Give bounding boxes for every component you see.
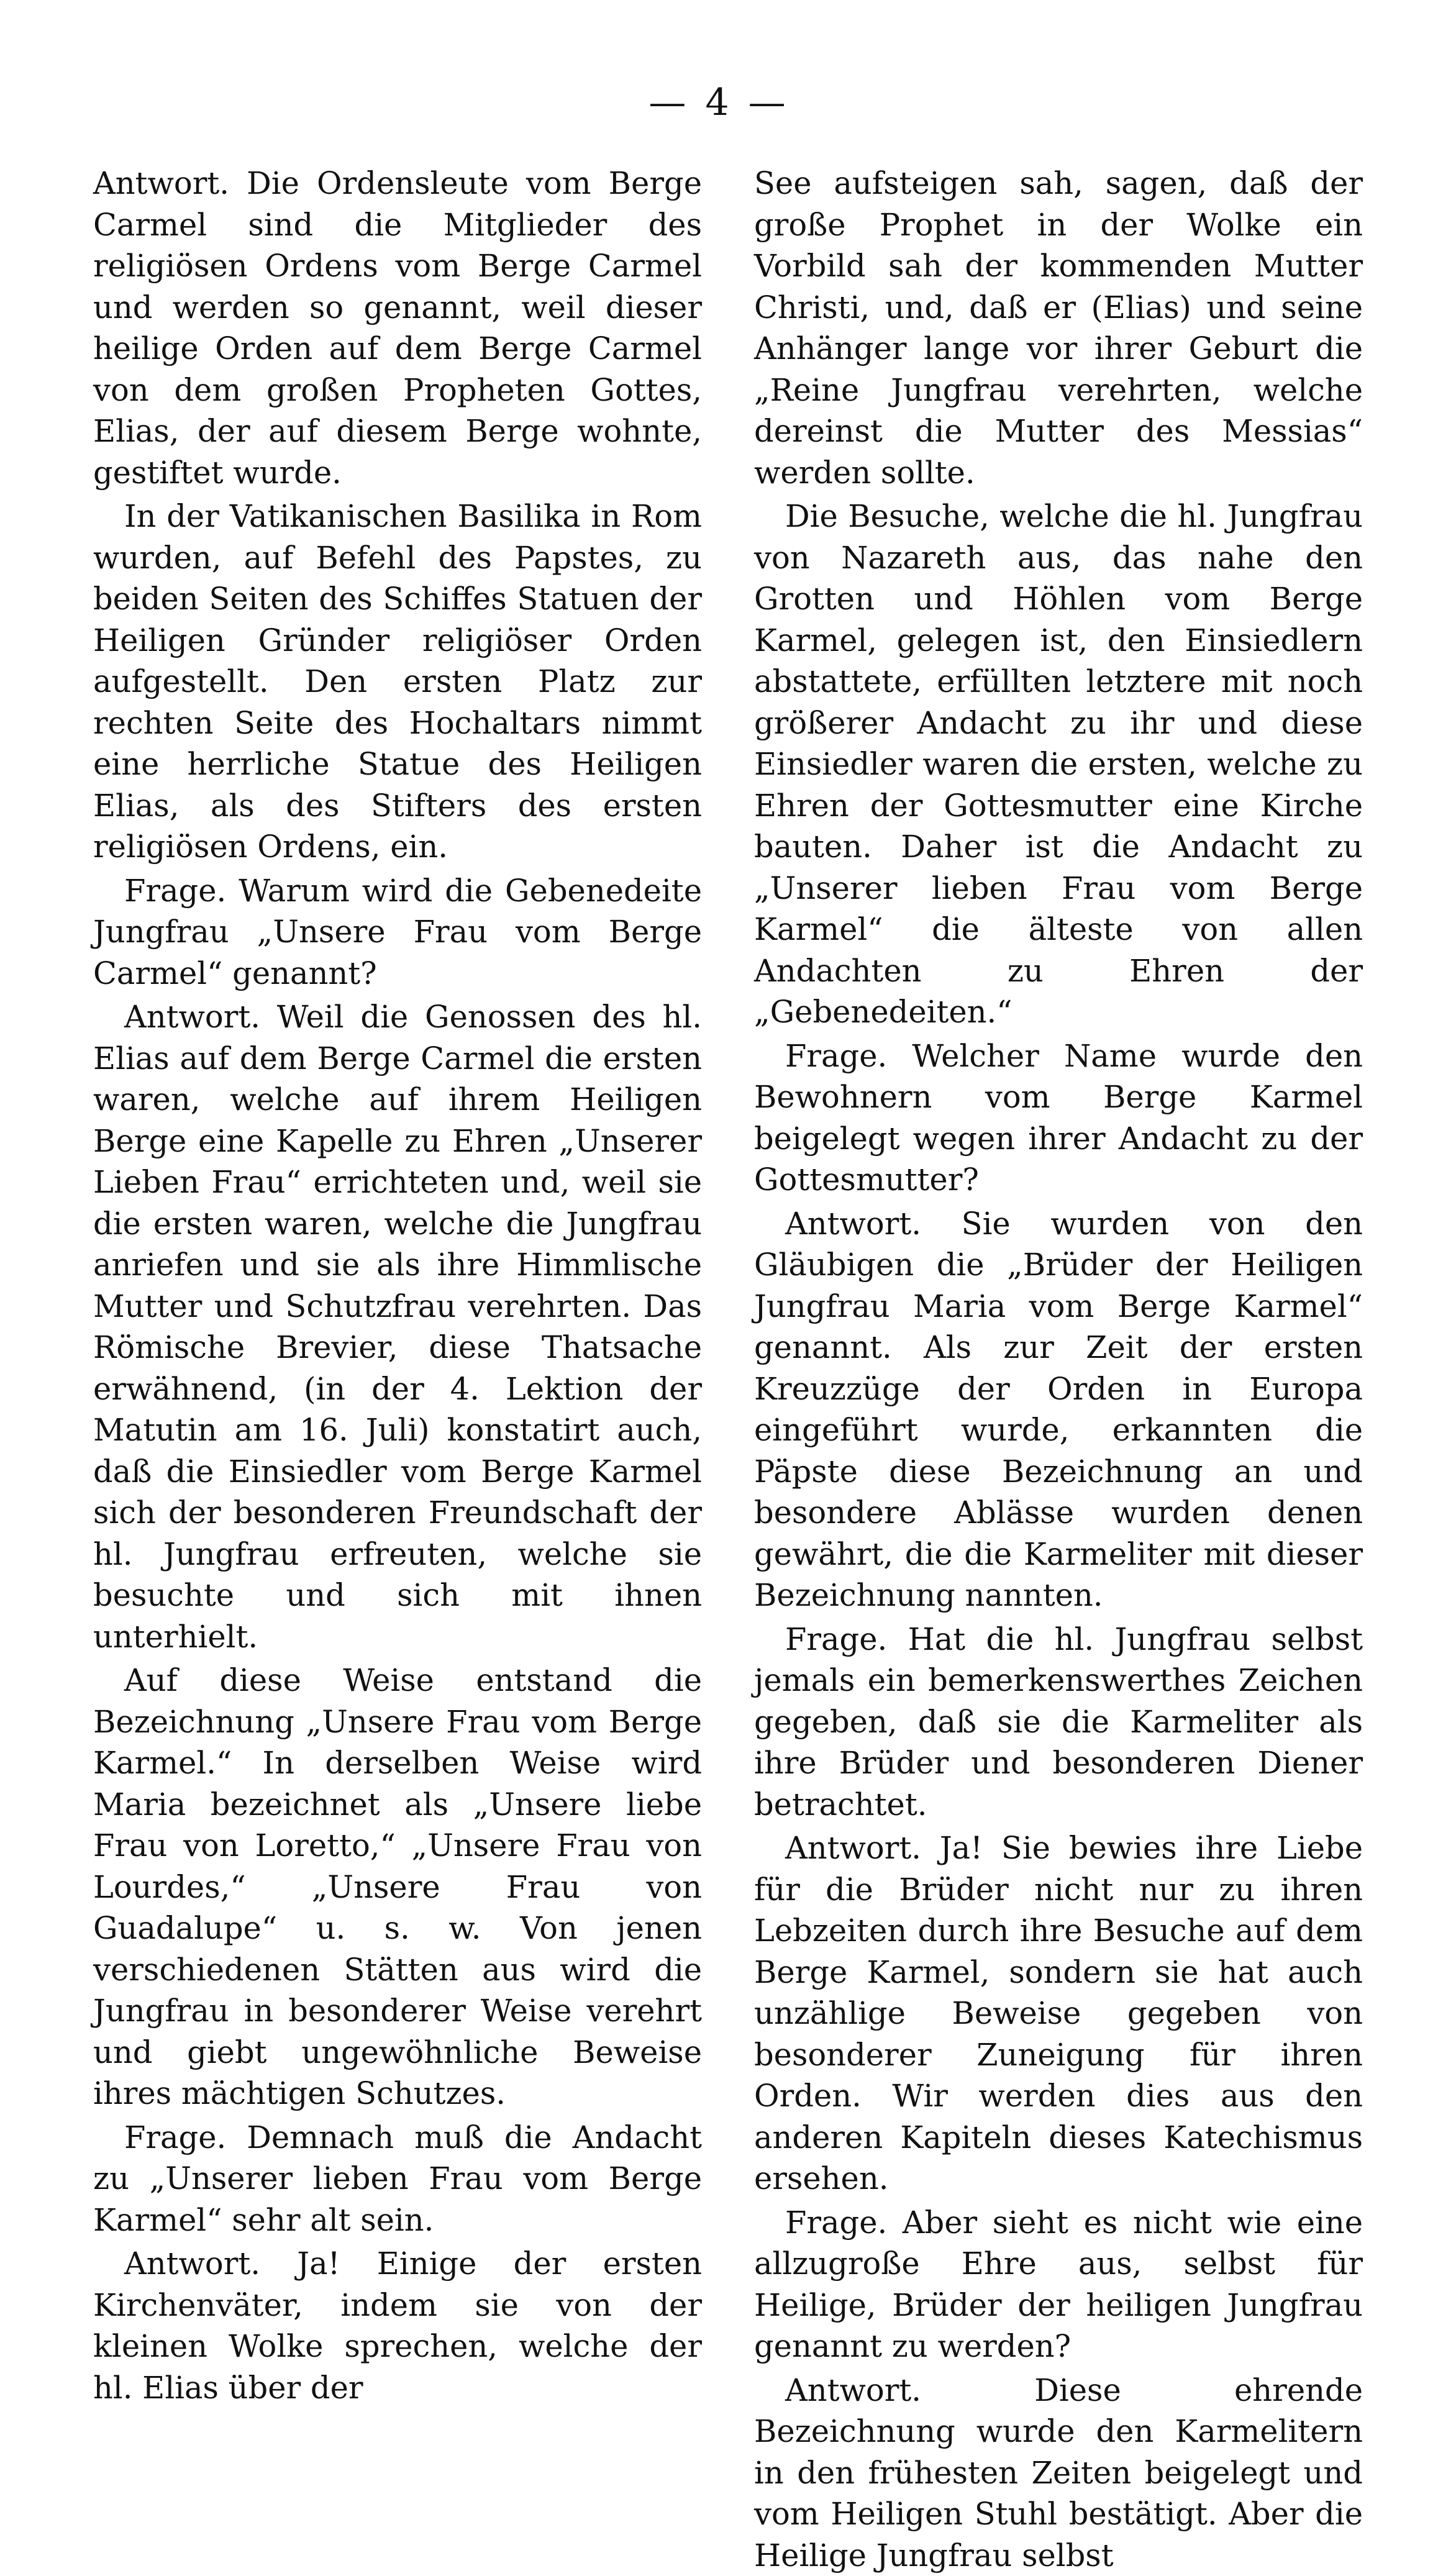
paragraph: Antwort. Sie wurden von den Gläubigen die „Brüder der Heiligen Jungfrau Maria vom Berge Karmel“ genannt. Als zur Zeit der ersten Kreuzzüge der Orden in Europa eingeführt wurde, erkannten die Päpste diese Bezeichnung an und besondere Ablässe wurden denen gewährt, die die Karmeliter mit dieser Bezeichnung nannten. <box>754 1203 1363 1616</box>
paragraph: Auf diese Weise entstand die Bezeichnung „Unsere Frau vom Berge Karmel.“ In derselben Weise wird Maria bezeichnet als „Unsere liebe Frau von Loretto,“ „Unsere Frau von Lourdes,“ „Unsere Frau von Guadalupe“ u. s. w. Von jenen verschiedenen Stätten aus wird die Jungfrau in besonderer Weise verehrt und giebt ungewöhnliche Beweise ihres mächtigen Schutzes. <box>93 1660 702 2114</box>
paragraph: Die Besuche, welche die hl. Jungfrau von Nazareth aus, das nahe den Grotten und Höhlen vom Berge Karmel, gelegen ist, den Einsiedlern abstattete, erfüllten letztere mit noch größerer Andacht zu ihr und diese Einsiedler waren die ersten, welche zu Ehren der Gottesmutter eine Kirche bauten. Daher ist die Andacht zu „Unserer lieben Frau vom Berge Karmel“ die älteste von allen Andachten zu Ehren der „Gebenedeiten.“ <box>754 496 1363 1033</box>
paragraph: Antwort. Diese ehrende Bezeichnung wurde den Karmelitern in den frühesten Zeiten beigelegt und vom Heiligen Stuhl bestätigt. Aber die Heilige Jungfrau selbst <box>754 2370 1363 2576</box>
paragraph: Frage. Welcher Name wurde den Bewohnern vom Berge Karmel beigelegt wegen ihrer Andacht zu der Gottesmutter? <box>754 1035 1363 1201</box>
paragraph: Antwort. Ja! Sie bewies ihre Liebe für die Brüder nicht nur zu ihren Lebzeiten durch ihre Besuche auf dem Berge Karmel, sondern sie hat auch unzählige Beweise gegeben von besonderer Zuneigung für ihren Orden. Wir werden dies aus den anderen Kapiteln dieses Katechismus ersehen. <box>754 1827 1363 2200</box>
paragraph: Frage. Hat die hl. Jungfrau selbst jemals ein bemerkenswerthes Zeichen gegeben, daß sie die Karmeliter als ihre Brüder und besonderen Diener betrachtet. <box>754 1619 1363 1826</box>
paragraph: In der Vatikanischen Basilika in Rom wurden, auf Befehl des Papstes, zu beiden Seiten des Schiffes Statuen der Heiligen Gründer religiöser Orden aufgestellt. Den ersten Platz zur rechten Seite des Hochaltars nimmt eine herrliche Statue des Heiligen Elias, als des Stifters des ersten religiösen Ordens, ein. <box>93 496 702 868</box>
paragraph: Antwort. Weil die Genossen des hl. Elias auf dem Berge Carmel die ersten waren, welche auf ihrem Heiligen Berge eine Kapelle zu Ehren „Unserer Lieben Frau“ errichteten und, weil sie die ersten waren, welche die Jungfrau anriefen und sie als ihre Himmlische Mutter und Schutzfrau verehrten. Das Römische Brevier, diese Thatsache erwähnend, (in der 4. Lektion der Matutin am 16. Juli) konstatirt auch, daß die Einsiedler vom Berge Karmel sich der besonderen Freundschaft der hl. Jungfrau erfreuten, welche sie besuchte und sich mit ihnen unterhielt. <box>93 996 702 1657</box>
paragraph: Frage. Demnach muß die Andacht zu „Unserer lieben Frau vom Berge Karmel“ sehr alt sein. <box>93 2117 702 2241</box>
page-number: — 4 — <box>0 81 1438 124</box>
paragraph: Antwort. Ja! Einige der ersten Kirchenväter, indem sie von der kleinen Wolke sprechen, welche der hl. Elias über der <box>93 2243 702 2408</box>
paragraph: Frage. Warum wird die Gebenedeite Jungfrau „Unsere Frau vom Berge Carmel“ genannt? <box>93 870 702 994</box>
right-column <box>754 163 1363 2576</box>
left-column <box>93 163 702 2408</box>
paragraph: Antwort. Die Ordensleute vom Berge Carmel sind die Mitglieder des religiösen Ordens vom Berge Carmel und werden so genannt, weil dieser heilige Orden auf dem Berge Carmel von dem großen Propheten Gottes, Elias, der auf diesem Berge wohnte, gestiftet wurde. <box>93 163 702 493</box>
paragraph: See aufsteigen sah, sagen, daß der große Prophet in der Wolke ein Vorbild sah der kommenden Mutter Christi, und, daß er (Elias) und seine Anhänger lange vor ihrer Geburt die „Reine Jungfrau verehrten, welche dereinst die Mutter des Messias“ werden sollte. <box>754 163 1363 493</box>
paragraph: Frage. Aber sieht es nicht wie eine allzugroße Ehre aus, selbst für Heilige, Brüder der heiligen Jungfrau genannt zu werden? <box>754 2202 1363 2367</box>
